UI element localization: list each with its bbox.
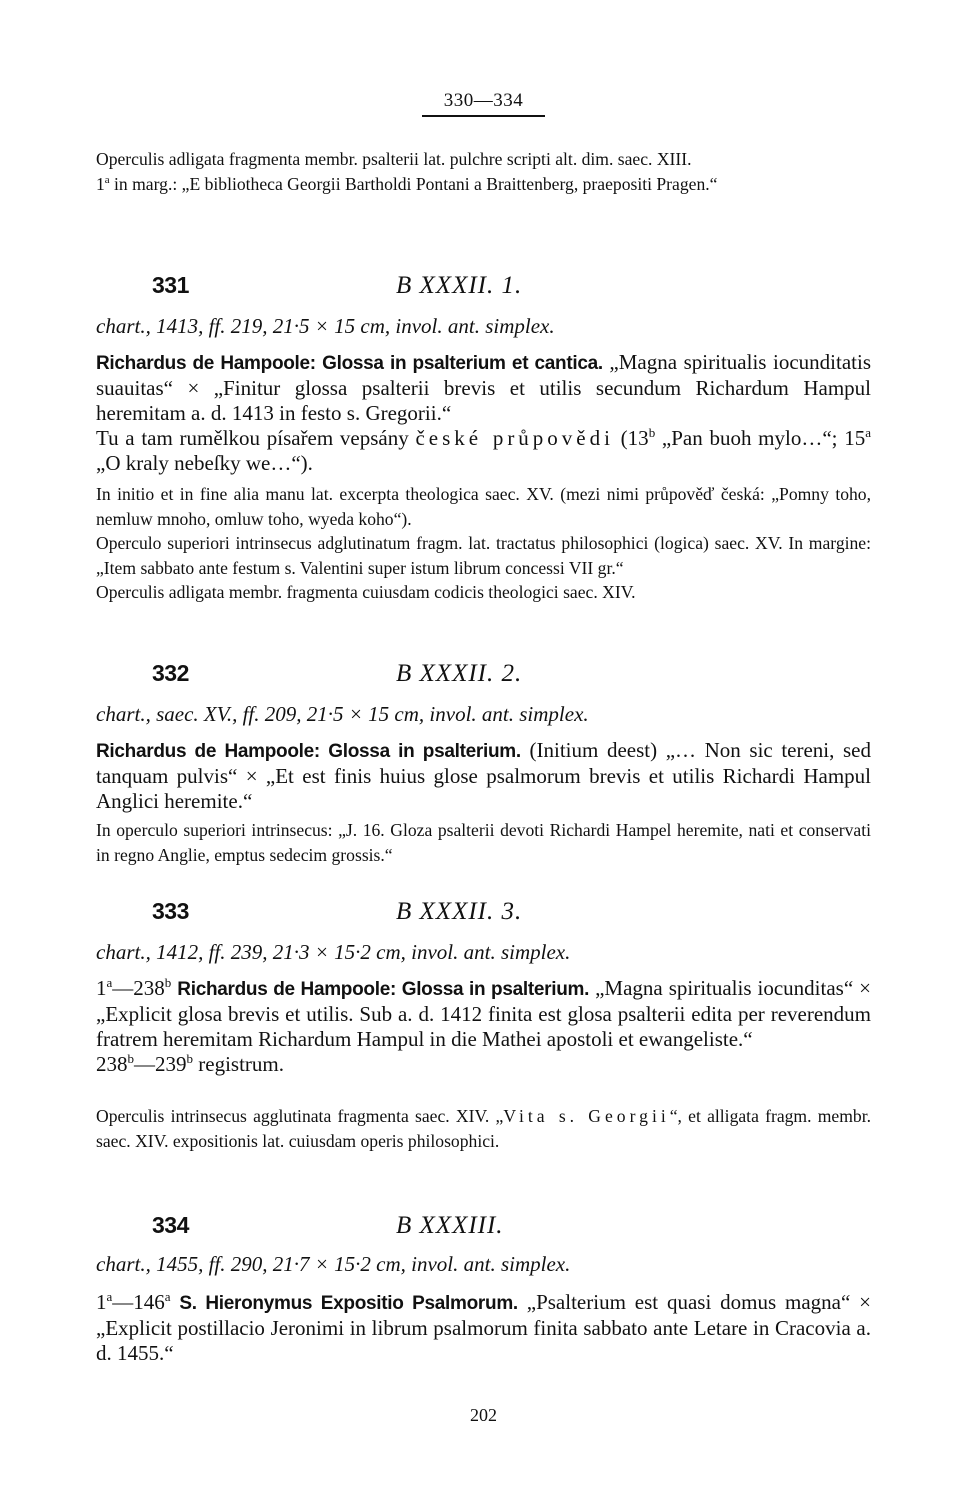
work-title: Richardus de Hampoole: Glossa in psalterium et cantica. — [96, 353, 603, 374]
folio-side: a — [104, 173, 110, 186]
note-text: Operculis intrinsecus agglutinata fragmenta saec. XIV. „ — [96, 1106, 504, 1126]
folio-side: a — [106, 1289, 113, 1304]
entry-332-heading — [96, 660, 871, 694]
folio-side: b — [186, 1051, 194, 1066]
entry-331-heading — [96, 272, 871, 306]
entry-number: 334 — [152, 1212, 189, 1238]
incipit-explicit: „Magna spiritualis iocunditas“ × „Explicit glosa brevis et utilis. Sub a. d. 1412 finita est glosa psalterii edita per reverendum fratrem heremitam Richardum Hampul in die Mathei apostoli et ewangeliste.“ — [96, 976, 871, 1051]
note-text: in marg.: „E bibliotheca Georgii Bartholdi Pontani a Braittenberg, praepositi Pragen.“ — [109, 173, 718, 194]
content-paragraph — [96, 738, 871, 814]
note-paragraph — [96, 172, 871, 197]
note-text-spaced: Vita s. Georgii — [503, 1106, 670, 1126]
incipit-explicit: (Initium deest) „… Non sic tereni, sed tanquam pulvis“ × „Et est finis huius glose psalmorum brevis et utilis Richardi Hampul Anglici heremite.“ — [96, 738, 872, 813]
czech-text: Tu a tam rumělkou písařem vepsány — [96, 426, 416, 450]
note-paragraph: In operculo superiori intrinsecus: „J. 16. Gloza psalterii devoti Richardi Hampel heremite, nati et conservati in regno Anglie, emptus sedecim grossis.“ — [96, 820, 871, 865]
shelf-mark: B XXXIII. — [396, 1212, 504, 1239]
running-head-range: 330—334 — [422, 90, 546, 117]
entry-333-notes — [96, 1104, 871, 1153]
entry-330-notes — [96, 147, 871, 196]
folio-side: a — [164, 1289, 171, 1304]
entry-333-description: chart., 1412, ff. 239, 21·3 × 15·2 cm, invol. ant. simplex. — [96, 940, 571, 964]
shelf-mark: B XXXII. 1. — [396, 272, 523, 299]
entry-331-notes — [96, 482, 871, 605]
folio-range: —238 — [112, 976, 165, 1000]
folio-side: b — [164, 975, 172, 990]
folio-range: —239 — [134, 1052, 187, 1076]
catalog-page — [96, 0, 871, 1512]
note-text: “, et alligata fragm. membr. saec. XIV. expositionis lat. cuiusdam operis philosophici. — [96, 1106, 872, 1151]
folio-side: b — [127, 1051, 135, 1066]
entry-number: 331 — [152, 272, 189, 298]
entry-number: 332 — [152, 660, 189, 686]
note-paragraph — [96, 147, 871, 172]
folio-side: b — [648, 425, 656, 440]
work-title: Richardus de Hampoole: Glossa in psalterium. — [96, 741, 521, 762]
entry-331-description: chart., 1413, ff. 219, 21·5 × 15 cm, invol. ant. simplex. — [96, 314, 555, 338]
running-head — [96, 90, 871, 117]
czech-text-spaced: české průpovědi — [415, 426, 614, 450]
note-paragraph: Operculo superiori intrinsecus adglutinatum fragm. lat. tractatus philosophici (logica) saec. XV. In margine: „Item sabbato ante festum s. Valentini super istum librum concessi VII gr.“ — [96, 533, 871, 578]
incipit-explicit: „Psalterium est quasi domus magna“ × „Explicit postillacio Jeronimi in librum psalmorum finita sabbato ante Letare in Cracovia a. d. 1455.“ — [96, 1290, 871, 1365]
content-paragraph — [96, 1290, 871, 1366]
shelf-mark: B XXXII. 3. — [396, 898, 523, 925]
page-number: 202 — [470, 1405, 497, 1425]
content-paragraph — [96, 426, 871, 476]
entry-331-content — [96, 350, 871, 476]
folio-ref: (13 — [613, 426, 649, 450]
entry-333-heading — [96, 898, 871, 932]
czech-text: „O kraly nebeſky we…“). — [96, 451, 313, 475]
note-paragraph: Operculis adligata membr. fragmenta cuiusdam codicis theologici saec. XIV. — [96, 582, 636, 602]
folio-side: a — [106, 975, 113, 990]
entry-332-notes — [96, 818, 871, 867]
note-text: Operculis adligata fragmenta membr. psalterii lat. pulchre scripti alt. dim. saec. XIII. — [96, 149, 692, 169]
folio-range: —146 — [112, 1290, 165, 1314]
folio-range: 1 — [96, 976, 107, 1000]
entry-332-content — [96, 738, 871, 814]
note-paragraph: In initio et in fine alia manu lat. excerpta theologica saec. XV. (mezi nimi průpověď česká: „Pomny toho, nemluw mnoho, omluw toho, wyeda koho“). — [96, 484, 871, 529]
work-title: S. Hieronymus Expositio Psalmorum. — [179, 1293, 518, 1314]
register-text: registrum. — [193, 1052, 285, 1076]
entry-number: 333 — [152, 898, 189, 924]
content-paragraph — [96, 350, 871, 426]
czech-text: „Pan buoh mylo…“; 15 — [655, 426, 866, 450]
work-title: Richardus de Hampoole: Glossa in psalterium. — [177, 979, 590, 1000]
folio-ref: 1 — [96, 173, 105, 194]
shelf-mark: B XXXII. 2. — [396, 660, 523, 687]
entry-334-description: chart., 1455, ff. 290, 21·7 × 15·2 cm, invol. ant. simplex. — [96, 1252, 571, 1276]
incipit-explicit: „Magna spiritualis iocunditatis suauitas“ × „Finitur glossa psalterii brevis et utilis secundum Richardum Hampul heremitam a. d. 1413 in festo s. Gregorii.“ — [96, 350, 872, 425]
entry-334-content — [96, 1290, 871, 1366]
entry-333-content — [96, 976, 871, 1077]
folio-range: 1 — [96, 1290, 107, 1314]
entry-332-description: chart., saec. XV., ff. 209, 21·5 × 15 cm, invol. ant. simplex. — [96, 702, 589, 726]
content-paragraph — [96, 1052, 871, 1077]
folio-side: a — [865, 425, 871, 440]
note-paragraph — [96, 1104, 871, 1153]
folio-range: 238 — [96, 1052, 128, 1076]
content-paragraph — [96, 976, 871, 1052]
entry-334-heading — [96, 1212, 871, 1246]
